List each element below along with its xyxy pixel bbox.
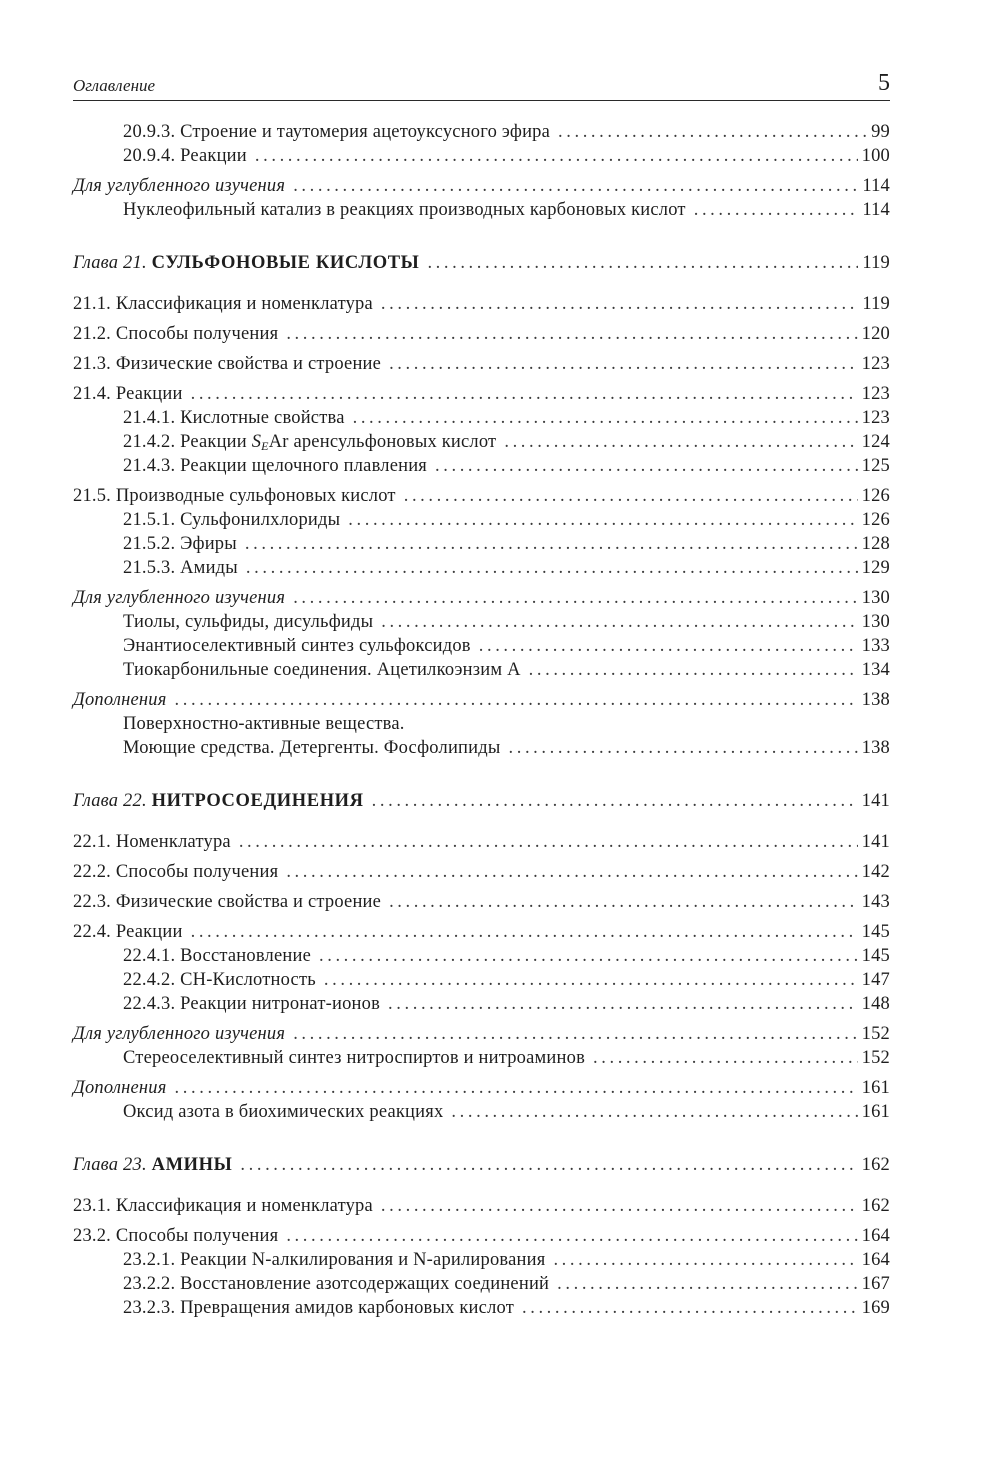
entry-text: 22.3. Физические свойства и строение	[73, 892, 382, 912]
toc-entry-title	[123, 968, 316, 992]
chapter-title: СУЛЬФОНОВЫЕ КИСЛОТЫ	[151, 253, 420, 273]
toc-entry-title	[123, 992, 380, 1016]
chapter-prefix: Глава 22.	[73, 791, 147, 811]
toc-entry[interactable]	[73, 556, 890, 580]
toc-entry-title	[123, 736, 501, 760]
dot-leader	[353, 406, 858, 430]
entry-text: 23.2.1. Реакции N-алкилирования и N-арилирования	[123, 1250, 546, 1270]
toc-entry-title	[73, 292, 373, 316]
page-ref: 100	[861, 146, 890, 166]
entry-text: 21.4.1. Кислотные свойства	[123, 408, 345, 428]
toc-entry-title	[123, 144, 247, 168]
toc-entry-title	[73, 484, 396, 508]
entry-text: Для углубленного изучения	[73, 176, 286, 196]
dot-leader	[286, 322, 857, 346]
dot-leader	[553, 1248, 857, 1272]
entry-text: 21.4.2. Реакции	[123, 432, 252, 452]
dot-leader	[522, 1296, 858, 1320]
toc-entry-title	[123, 658, 521, 682]
dot-leader	[404, 484, 858, 508]
toc-entry-title	[73, 830, 231, 854]
chapter-prefix: Глава 23.	[73, 1155, 147, 1175]
toc-entry-title	[123, 198, 686, 222]
entry-text: 21.2. Способы получения	[73, 324, 279, 344]
dot-leader	[286, 860, 857, 884]
dot-leader	[558, 120, 867, 144]
dot-leader	[175, 1076, 858, 1100]
entry-text: 21.4. Реакции	[73, 384, 183, 404]
entry-text: 22.4.1. Восстановление	[123, 946, 311, 966]
toc-entry-title	[73, 586, 285, 610]
toc-entry-title	[73, 322, 278, 346]
entry-text: Энантиоселективный синтез сульфоксидов	[123, 636, 471, 656]
dot-leader	[255, 144, 858, 168]
toc-entry-title	[73, 920, 183, 944]
toc-entry-title	[73, 1022, 285, 1046]
page-ref: 161	[861, 1102, 890, 1122]
page-ref: 143	[861, 892, 890, 912]
page-ref: 164	[861, 1250, 890, 1270]
dot-leader	[389, 352, 858, 376]
toc-entry[interactable]	[73, 1296, 890, 1320]
page-ref: 99	[871, 122, 890, 142]
entry-text: Поверхностно-активные вещества.	[123, 714, 405, 734]
entry-text: 22.4.3. Реакции нитронат-ионов	[123, 994, 381, 1014]
toc-entry-title	[73, 890, 381, 914]
entry-text: Нуклеофильный катализ в реакциях производных карбоновых кислот	[123, 200, 686, 220]
dot-leader	[175, 688, 858, 712]
page-ref: 145	[861, 922, 890, 942]
toc-entry-title	[73, 352, 381, 376]
dot-leader	[293, 174, 858, 198]
dot-leader	[504, 430, 857, 454]
page-ref: 119	[862, 294, 890, 314]
entry-text: 21.3. Физические свойства и строение	[73, 354, 382, 374]
toc-entry-title	[123, 944, 311, 968]
entry-text: Дополнения	[73, 1078, 167, 1098]
entry-text: 21.1. Классификация и номенклатура	[73, 294, 373, 314]
entry-text: 21.5.3. Амиды	[123, 558, 238, 578]
dot-leader	[191, 382, 858, 406]
entry-text: 22.4.2. CH-Кислотность	[123, 970, 316, 990]
toc-entry[interactable]	[73, 944, 890, 968]
entry-text: 21.5.2. Эфиры	[123, 534, 237, 554]
entry-text: Моющие средства. Детергенты. Фосфолипиды	[123, 738, 501, 758]
dot-leader	[381, 292, 858, 316]
page-ref: 152	[861, 1048, 890, 1068]
toc-entry-title	[73, 786, 364, 816]
page-ref: 114	[862, 176, 890, 196]
dot-leader	[427, 248, 858, 278]
toc-entry[interactable]	[73, 1022, 890, 1046]
toc-entry[interactable]	[73, 1194, 890, 1218]
page-ref: 141	[861, 791, 890, 811]
page-ref: 130	[861, 612, 890, 632]
dot-leader	[509, 736, 858, 760]
entry-text: 22.4. Реакции	[73, 922, 183, 942]
page-ref: 134	[861, 660, 890, 680]
dot-leader	[240, 1150, 857, 1180]
entry-text: Тиокарбонильные соединения. Ацетилкоэнзим А	[123, 660, 521, 680]
toc-entry-title	[73, 1150, 232, 1180]
toc-entry-title	[73, 1224, 278, 1248]
page-ref: 152	[861, 1024, 890, 1044]
page-ref: 114	[862, 200, 890, 220]
toc-entry[interactable]	[73, 198, 890, 222]
toc-entry-title	[73, 174, 285, 198]
toc-spacer	[73, 1124, 890, 1150]
entry-text: 20.9.3. Строение и таутомерия ацетоуксусного эфира	[123, 122, 551, 142]
entry-text: 23.2. Способы получения	[73, 1226, 279, 1246]
entry-text: 23.2.3. Превращения амидов карбоновых кислот	[123, 1298, 514, 1318]
toc-entry[interactable]	[73, 1224, 890, 1248]
page-ref: 130	[861, 588, 890, 608]
page-ref: 124	[861, 432, 890, 452]
toc-entry[interactable]	[73, 830, 890, 854]
dot-leader	[451, 1100, 857, 1124]
dot-leader	[245, 532, 858, 556]
toc-entry[interactable]	[73, 658, 890, 682]
page-ref: 120	[861, 324, 890, 344]
page-ref: 162	[861, 1196, 890, 1216]
toc-entry-title	[123, 556, 238, 580]
page-ref: 123	[861, 354, 890, 374]
toc-entry[interactable]	[73, 968, 890, 992]
dot-leader	[293, 586, 857, 610]
page-ref: 133	[861, 636, 890, 656]
toc-entry[interactable]	[73, 992, 890, 1016]
toc-entry[interactable]	[73, 382, 890, 406]
toc-entry-title	[73, 248, 419, 278]
toc-entry[interactable]	[73, 120, 890, 144]
running-title: Оглавление	[73, 76, 156, 95]
toc-entry[interactable]	[73, 634, 890, 658]
toc-entry-title	[123, 508, 340, 532]
toc-entry[interactable]	[73, 688, 890, 712]
toc-chapter[interactable]	[73, 786, 890, 816]
toc-entry[interactable]	[73, 454, 890, 478]
entry-text: 23.2.2. Восстановление азотсодержащих соединений	[123, 1274, 550, 1294]
toc-entry-title	[123, 406, 345, 430]
page-ref: 145	[861, 946, 890, 966]
page-ref: 142	[861, 862, 890, 882]
dot-leader	[381, 1194, 858, 1218]
toc-entry-title	[123, 1272, 549, 1296]
toc-entry[interactable]	[73, 586, 890, 610]
dot-leader	[388, 992, 858, 1016]
page-ref: 164	[861, 1226, 890, 1246]
toc-entry[interactable]	[73, 712, 890, 736]
toc-entry[interactable]	[73, 1248, 890, 1272]
dot-leader	[191, 920, 858, 944]
dot-leader	[324, 968, 858, 992]
page-header	[73, 66, 890, 101]
toc-entry[interactable]	[73, 352, 890, 376]
dot-leader	[389, 890, 858, 914]
page-ref: 167	[861, 1274, 890, 1294]
toc-entry[interactable]	[73, 1046, 890, 1070]
toc-entry[interactable]	[73, 144, 890, 168]
entry-text: Тиолы, сульфиды, дисульфиды	[123, 612, 374, 632]
dot-leader	[557, 1272, 858, 1296]
dot-leader	[348, 508, 857, 532]
toc-entry-title	[123, 454, 427, 478]
toc-entry-title	[123, 1248, 545, 1272]
entry-text: 21.5.1. Сульфонилхлориды	[123, 510, 341, 530]
page-ref: 138	[861, 738, 890, 758]
dot-leader	[381, 610, 857, 634]
chapter-prefix: Глава 21.	[73, 253, 147, 273]
entry-text: 21.5. Производные сульфоновых кислот	[73, 486, 396, 506]
toc-spacer	[73, 760, 890, 786]
page-ref: 162	[861, 1155, 890, 1175]
toc-spacer	[73, 222, 890, 248]
toc-entry-title	[73, 688, 167, 712]
entry-symbol: S	[251, 432, 262, 452]
toc-entry[interactable]	[73, 1076, 890, 1100]
page-ref: 141	[861, 832, 890, 852]
chapter-title: АМИНЫ	[151, 1155, 233, 1175]
page-ref: 138	[861, 690, 890, 710]
toc-entry[interactable]	[73, 532, 890, 556]
page-ref: 123	[861, 408, 890, 428]
toc-chapter[interactable]	[73, 1150, 890, 1180]
toc-entry-title	[123, 1046, 585, 1070]
entry-text: 23.1. Классификация и номенклатура	[73, 1196, 373, 1216]
toc-spacer	[73, 1180, 890, 1194]
toc-entry-title	[123, 634, 471, 658]
toc-entry[interactable]	[73, 292, 890, 316]
toc-entry[interactable]	[73, 890, 890, 914]
page-ref: 161	[861, 1078, 890, 1098]
toc-entry-title	[123, 120, 550, 144]
dot-leader	[293, 1022, 857, 1046]
entry-text: Оксид азота в биохимических реакциях	[123, 1102, 444, 1122]
toc-entry-title	[123, 1296, 514, 1320]
toc-entry-title	[73, 860, 278, 884]
entry-text: Дополнения	[73, 690, 167, 710]
toc-entry-title	[123, 1100, 443, 1124]
toc-entry-title	[123, 610, 373, 634]
toc-entry[interactable]	[73, 174, 890, 198]
entry-text: 22.1. Номенклатура	[73, 832, 231, 852]
toc-entry[interactable]	[73, 406, 890, 430]
page-ref: 126	[861, 510, 890, 530]
page-ref: 126	[861, 486, 890, 506]
page-ref: 128	[861, 534, 890, 554]
page-ref: 147	[861, 970, 890, 990]
dot-leader	[319, 944, 858, 968]
dot-leader	[529, 658, 858, 682]
toc-entry-title	[123, 532, 237, 556]
toc-entry-title	[73, 1194, 373, 1218]
toc-entry-title	[123, 714, 405, 734]
dot-leader	[479, 634, 858, 658]
toc-entry[interactable]	[73, 484, 890, 508]
toc-entry[interactable]	[73, 736, 890, 760]
dot-leader	[246, 556, 858, 580]
toc-entry[interactable]	[73, 1272, 890, 1296]
entry-text: Для углубленного изучения	[73, 1024, 286, 1044]
toc-entry[interactable]	[73, 920, 890, 944]
page-ref: 123	[861, 384, 890, 404]
toc-entry[interactable]	[73, 610, 890, 634]
toc-entry[interactable]	[73, 508, 890, 532]
page-ref: 129	[861, 558, 890, 578]
dot-leader	[372, 786, 858, 816]
page-number: 5	[878, 70, 890, 96]
toc-entry-title	[73, 382, 183, 406]
dot-leader	[239, 830, 858, 854]
table-of-contents	[73, 120, 890, 1320]
toc-entry-title	[73, 1076, 167, 1100]
page-ref: 125	[861, 456, 890, 476]
dot-leader	[593, 1046, 858, 1070]
entry-subscript: E	[261, 439, 269, 453]
entry-text: Стереоселективный синтез нитроспиртов и нитроаминов	[123, 1048, 586, 1068]
entry-text: 21.4.3. Реакции щелочного плавления	[123, 456, 428, 476]
entry-text-after: Ar аренсульфоновых кислот	[268, 432, 497, 452]
toc-entry[interactable]	[73, 1100, 890, 1124]
dot-leader	[694, 198, 859, 222]
toc-chapter[interactable]	[73, 248, 890, 278]
dot-leader	[286, 1224, 857, 1248]
toc-entry[interactable]	[73, 860, 890, 884]
toc-entry[interactable]	[73, 322, 890, 346]
page-ref: 119	[862, 253, 890, 273]
entry-text: 22.2. Способы получения	[73, 862, 279, 882]
page-ref: 148	[861, 994, 890, 1014]
chapter-title: НИТРОСОЕДИНЕНИЯ	[151, 791, 364, 811]
toc-entry[interactable]	[73, 430, 890, 454]
entry-text: Для углубленного изучения	[73, 588, 286, 608]
toc-spacer	[73, 816, 890, 830]
entry-text: 20.9.4. Реакции	[123, 146, 247, 166]
page-ref: 169	[861, 1298, 890, 1318]
toc-spacer	[73, 278, 890, 292]
dot-leader	[435, 454, 858, 478]
